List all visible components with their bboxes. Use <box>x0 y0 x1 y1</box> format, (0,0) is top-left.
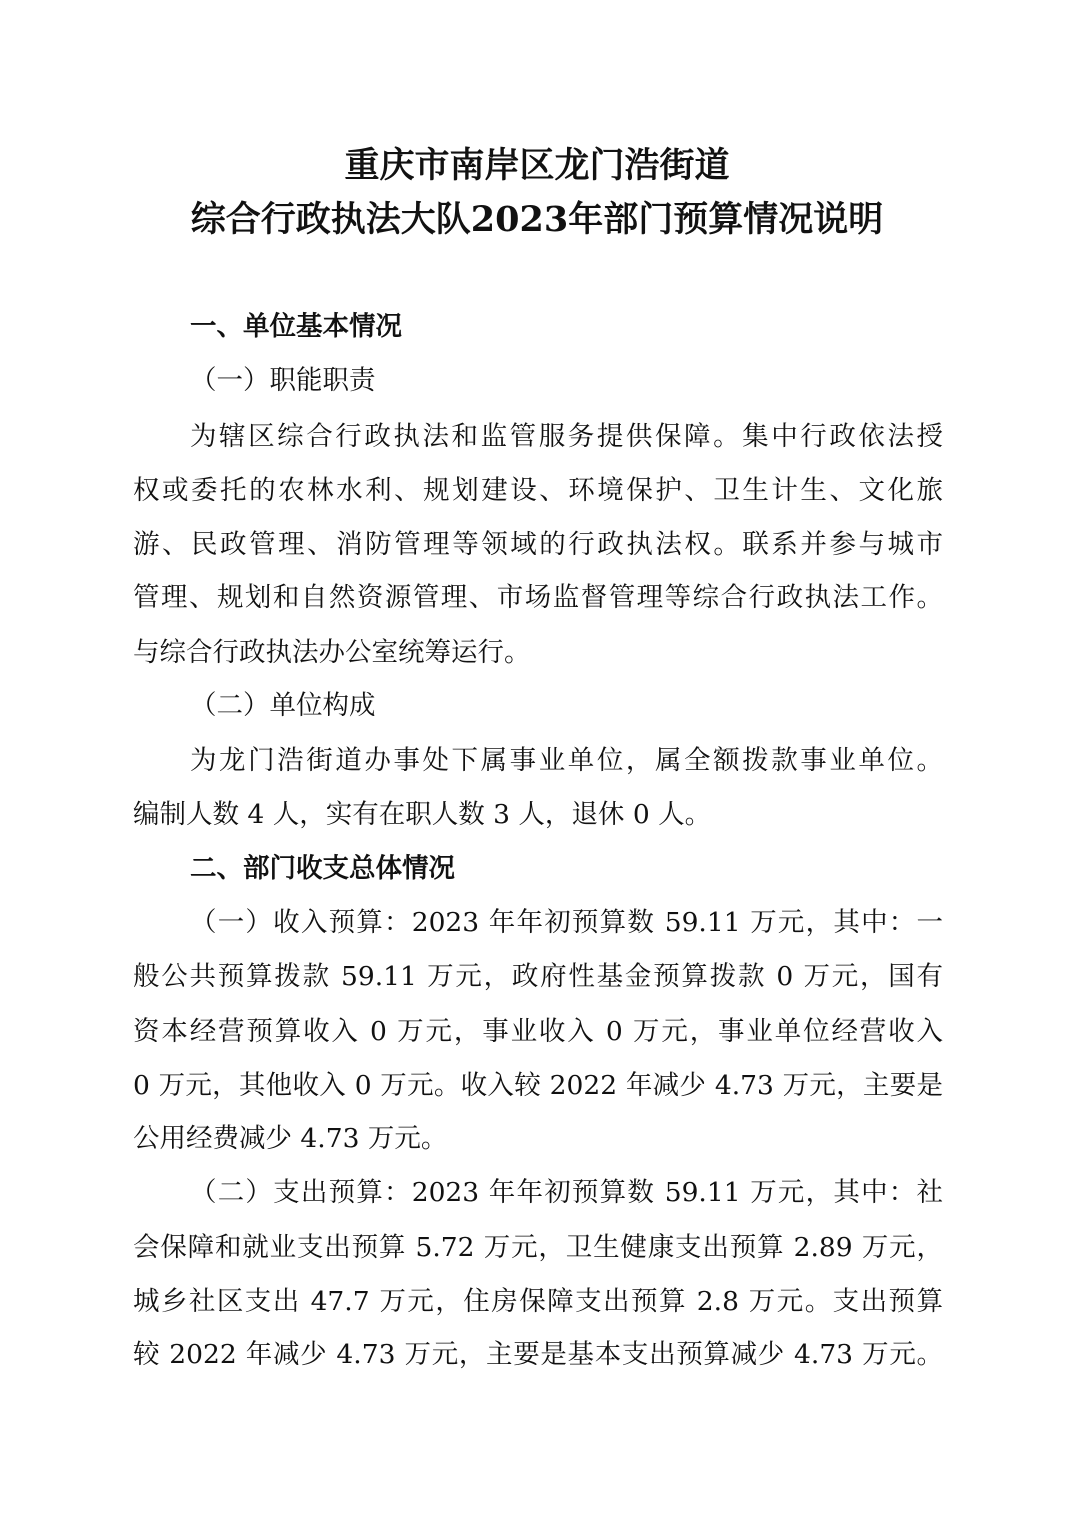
paragraph-line: 游、民政管理、消防管理等领域的行政执法权。联系并参与城市 <box>133 529 943 560</box>
paragraph-line: 权或委托的农林水利、规划建设、环境保护、卫生计生、文化旅 <box>133 475 943 506</box>
paragraph-line: 管理、规划和自然资源管理、市场监督管理等综合行政执法工作。 <box>133 582 943 613</box>
paragraph-line: 为龙门浩街道办事处下属事业单位，属全额拨款事业单位。 <box>190 745 943 776</box>
paragraph-line: 资本经营预算收入 0 万元，事业收入 0 万元，事业单位经营收入 <box>133 1016 943 1047</box>
section1-heading: 一、单位基本情况 <box>190 311 402 342</box>
paragraph-line: 较 2022 年减少 4.73 万元，主要是基本支出预算减少 4.73 万元。 <box>133 1339 943 1370</box>
paragraph-line: 为辖区综合行政执法和监管服务提供保障。集中行政依法授 <box>190 421 943 452</box>
paragraph-line: （二）支出预算：2023 年年初预算数 59.11 万元，其中：社 <box>190 1177 943 1208</box>
document-title-line1: 重庆市南岸区龙门浩街道 <box>344 145 730 186</box>
section2-heading: 二、部门收支总体情况 <box>190 853 455 884</box>
paragraph-line: 般公共预算拨款 59.11 万元，政府性基金预算拨款 0 万元，国有 <box>133 961 943 992</box>
paragraph-line: 编制人数 4 人，实有在职人数 3 人，退休 0 人。 <box>133 799 712 830</box>
paragraph-line: 0 万元，其他收入 0 万元。收入较 2022 年减少 4.73 万元，主要是 <box>133 1070 943 1101</box>
section1-sub2-heading: （二）单位构成 <box>190 690 376 721</box>
paragraph-line: 与综合行政执法办公室统筹运行。 <box>133 637 531 668</box>
paragraph-line: 公用经费减少 4.73 万元。 <box>133 1123 448 1154</box>
paragraph-line: （一）收入预算：2023 年年初预算数 59.11 万元，其中：一 <box>190 907 943 938</box>
section1-sub1-heading: （一）职能职责 <box>190 365 376 396</box>
paragraph-line: 会保障和就业支出预算 5.72 万元，卫生健康支出预算 2.89 万元， <box>133 1232 943 1263</box>
paragraph-line: 城乡社区支出 47.7 万元，住房保障支出预算 2.8 万元。支出预算 <box>133 1286 943 1317</box>
document-title-line2: 综合行政执法大队2023年部门预算情况说明 <box>190 199 884 240</box>
